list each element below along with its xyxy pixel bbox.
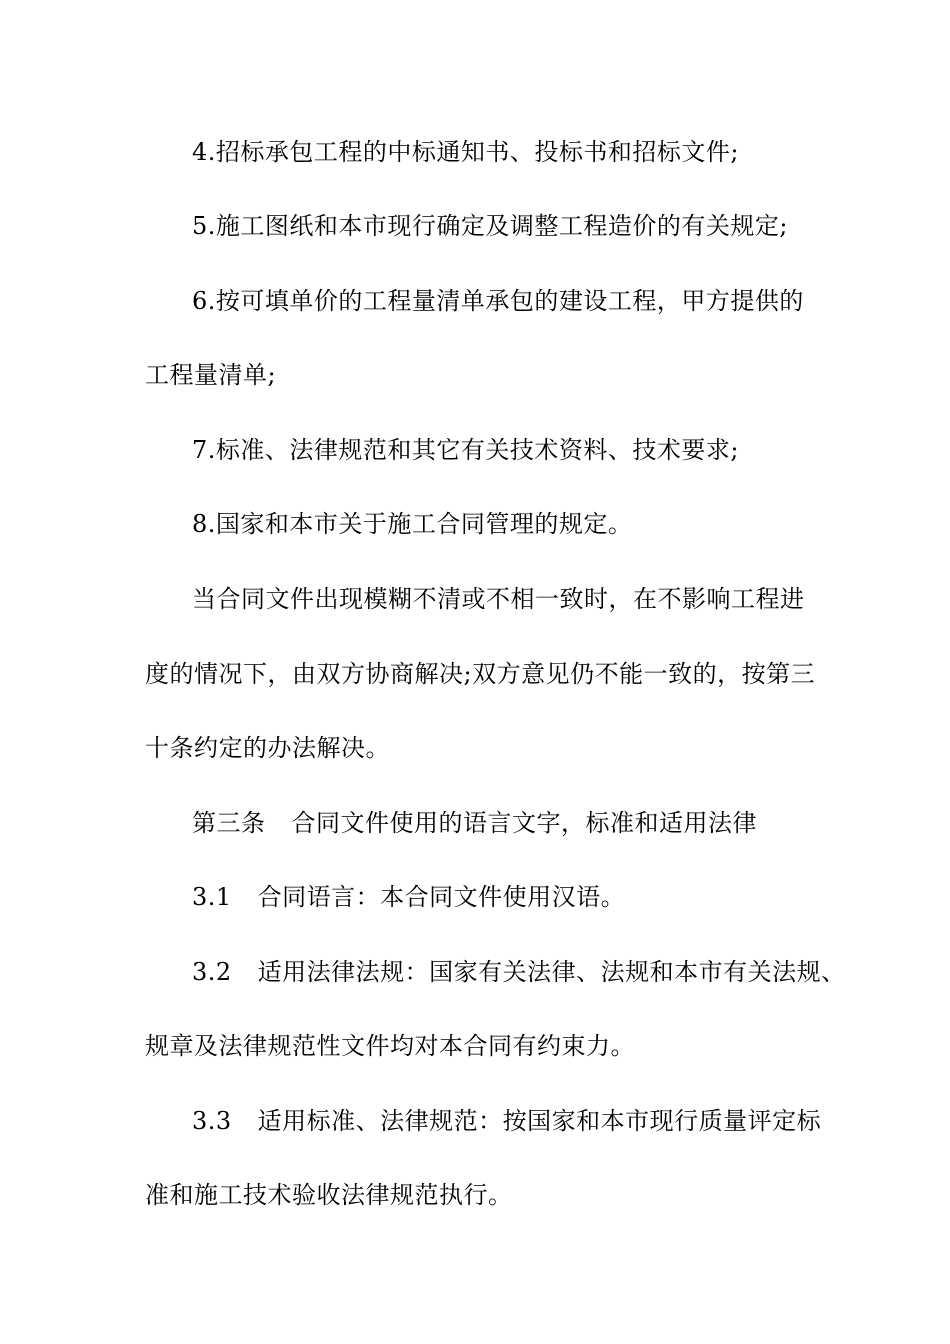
paragraph-conflict-line3: 十条约定的办法解决。 (145, 734, 390, 762)
section-3-2 (192, 952, 846, 992)
article-3-title: 合同文件使用的语言文字，标准和适用法律 (291, 809, 757, 837)
section-3-1 (192, 877, 625, 917)
section-3-3-continued: 准和施工技术验收法律规范执行。 (145, 1181, 513, 1209)
section-3-3-number: 3.3 (192, 1107, 232, 1135)
list-item-7: 7.标准、法律规范和其它有关技术资料、技术要求; (192, 436, 739, 464)
list-item-6-continued: 工程量清单; (145, 361, 277, 389)
section-3-2-continued: 规章及法律规范性文件均对本合同有约束力。 (145, 1032, 635, 1060)
paragraph-conflict: 当合同文件出现模糊不清或不相一致时，在不影响工程进 (192, 585, 805, 613)
section-3-2-text: 适用法律法规：国家有关法律、法规和本市有关法规、 (257, 958, 846, 986)
paragraph-conflict-line2: 度的情况下，由双方协商解决;双方意见仍不能一致的，按第三 (145, 660, 816, 688)
list-item-4: 4.招标承包工程的中标通知书、投标书和招标文件; (192, 138, 739, 166)
list-item-8: 8.国家和本市关于施工合同管理的规定。 (192, 510, 633, 538)
section-3-1-number: 3.1 (192, 883, 232, 911)
article-3-label: 第三条 (192, 809, 266, 837)
list-item-6: 6.按可填单价的工程量清单承包的建设工程，甲方提供的 (192, 287, 804, 315)
list-item-5: 5.施工图纸和本市现行确定及调整工程造价的有关规定; (192, 212, 788, 240)
section-3-1-text: 合同语言：本合同文件使用汉语。 (257, 883, 626, 911)
article-3-heading (192, 803, 757, 843)
section-3-3-text: 适用标准、法律规范：按国家和本市现行质量评定标 (257, 1107, 822, 1135)
section-3-2-number: 3.2 (192, 958, 232, 986)
section-3-3 (192, 1101, 821, 1141)
